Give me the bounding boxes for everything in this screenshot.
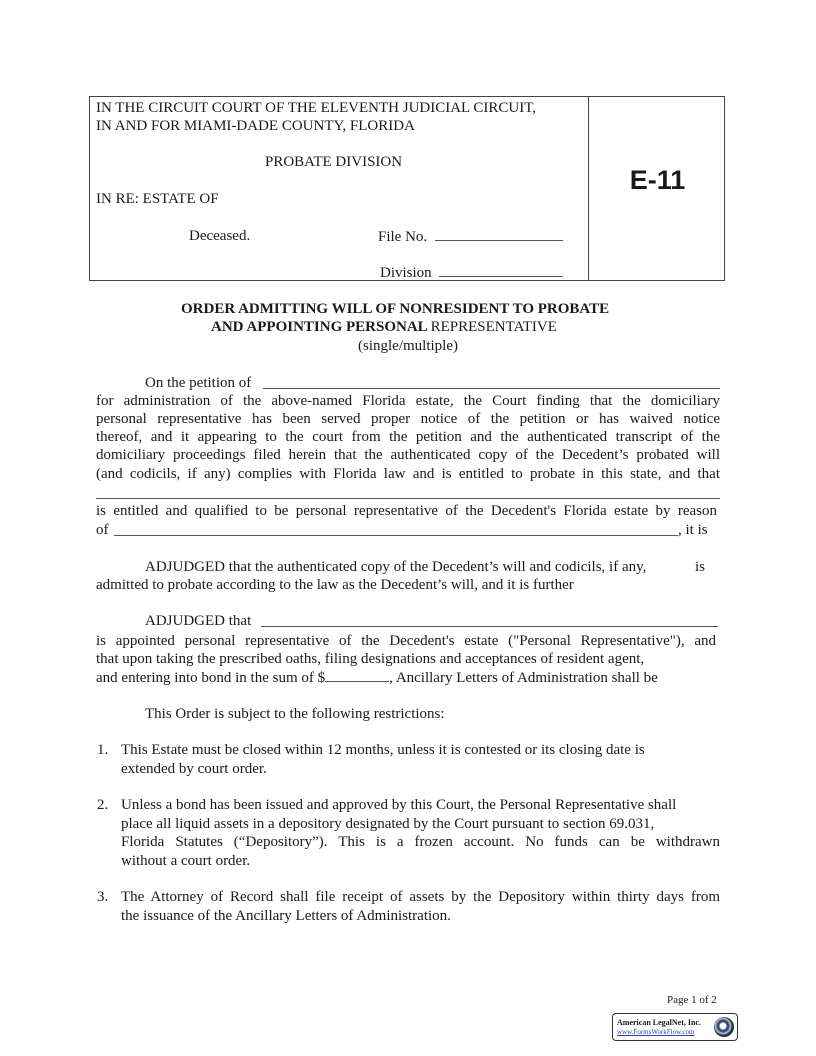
restriction-3-line-2: the issuance of the Ancillary Letters of Administration. <box>121 908 451 924</box>
petitioner-name-blank[interactable] <box>263 388 720 389</box>
entitled-line: is entitled and qualified to be personal representative of the Decedent's Florida estate by reason <box>96 503 717 519</box>
court-name-line2: IN AND FOR MIAMI-DADE COUNTY, FLORIDA <box>96 118 415 134</box>
bond-prefix: and entering into bond in the sum of $ <box>96 670 326 686</box>
restriction-2-line-2: place all liquid assets in a depository designated by the Court pursuant to section 69.031, <box>121 816 655 832</box>
division-label: Division <box>380 265 432 281</box>
p1-line-3: thereof, and it appearing to the court from the petition and the authenticated transcript of the <box>96 429 720 445</box>
page-number: Page 1 of 2 <box>667 994 717 1006</box>
file-no-label: File No. <box>378 229 428 245</box>
division-blank[interactable] <box>439 263 563 277</box>
bond-line <box>96 668 658 687</box>
adjudged1-line1: ADJUDGED that the authenticated copy of the Decedent’s will and codicils, if any, <box>145 559 647 575</box>
restriction-1-line-2: extended by court order. <box>121 761 267 777</box>
representative-name-blank[interactable] <box>96 498 720 499</box>
restriction-2-line-1: Unless a bond has been issued and approved by this Court, the Personal Representative shall <box>121 797 677 813</box>
in-re-estate-label: IN RE: ESTATE OF <box>96 191 219 207</box>
p1-line-5: (and codicils, if any) complies with Florida law and is entitled to probate in this state, and that <box>96 466 720 482</box>
of-prefix: of <box>96 522 109 538</box>
order-subtitle: (single/multiple) <box>358 338 458 354</box>
publisher-logo-icon <box>714 1017 734 1037</box>
restriction-2-number: 2. <box>97 797 109 813</box>
order-title-line2 <box>211 318 557 336</box>
file-no-blank[interactable] <box>435 227 563 241</box>
file-no-field[interactable] <box>378 227 563 246</box>
bond-amount-blank[interactable] <box>325 668 389 682</box>
restriction-3-number: 3. <box>97 889 109 905</box>
p1-line-4: domiciliary proceedings filed herein that the authenticated copy of the Decedent’s probated will <box>96 447 720 463</box>
order-title-line2-suffix: REPRESENTATIVE <box>430 319 557 335</box>
restrictions-intro: This Order is subject to the following restrictions: <box>145 706 445 722</box>
adjudged2-prefix: ADJUDGED that <box>145 613 252 629</box>
adjudged1-is: is <box>695 559 706 575</box>
form-id: E-11 <box>629 165 686 195</box>
p1-line-1: for administration of the above-named Florida estate, the Court finding that the domiciliary <box>96 393 720 409</box>
restriction-3-line-1: The Attorney of Record shall file receipt of assets by the Depository within thirty days from <box>121 889 720 905</box>
order-title-line2-prefix: AND APPOINTING PERSONAL <box>211 319 427 335</box>
publisher-badge[interactable] <box>612 1013 738 1041</box>
probate-division-heading: PROBATE DIVISION <box>265 154 403 170</box>
appointee-name-blank[interactable] <box>261 626 718 627</box>
reason-blank[interactable] <box>114 535 678 536</box>
division-field[interactable] <box>380 263 563 282</box>
oaths-line: that upon taking the prescribed oaths, filing designations and acceptances of resident agent, <box>96 651 645 667</box>
order-title-line1: ORDER ADMITTING WILL OF NONRESIDENT TO PROBATE <box>181 301 610 317</box>
form-id-box <box>588 96 725 281</box>
p1-line-2: personal representative has been served proper notice of the petition or has waived notice <box>96 411 720 427</box>
publisher-name: American LegalNet, Inc. <box>617 1018 701 1027</box>
bond-suffix: , Ancillary Letters of Administration shall be <box>389 670 658 686</box>
appointed-line: is appointed personal representative of the Decedent's estate ("Personal Representative"), and <box>96 633 716 649</box>
court-name-line1: IN THE CIRCUIT COURT OF THE ELEVENTH JUDICIAL CIRCUIT, <box>96 100 537 116</box>
restriction-1-number: 1. <box>97 742 109 758</box>
of-suffix: , it is <box>678 522 708 538</box>
adjudged1-line2: admitted to probate according to the law as the Decedent’s will, and it is further <box>96 577 574 593</box>
restriction-1-line-1: This Estate must be closed within 12 months, unless it is contested or its closing date is <box>121 742 645 758</box>
publisher-website-link[interactable]: www.FormsWorkFlow.com <box>617 1028 695 1036</box>
deceased-label: Deceased. <box>189 228 251 244</box>
case-caption-box <box>89 96 588 281</box>
restriction-2-line-3: Florida Statutes (“Depository”). This is a frozen account. No funds can be withdrawn <box>121 834 720 850</box>
restriction-2-line-4: without a court order. <box>121 853 251 869</box>
petition-prefix: On the petition of <box>145 375 252 391</box>
